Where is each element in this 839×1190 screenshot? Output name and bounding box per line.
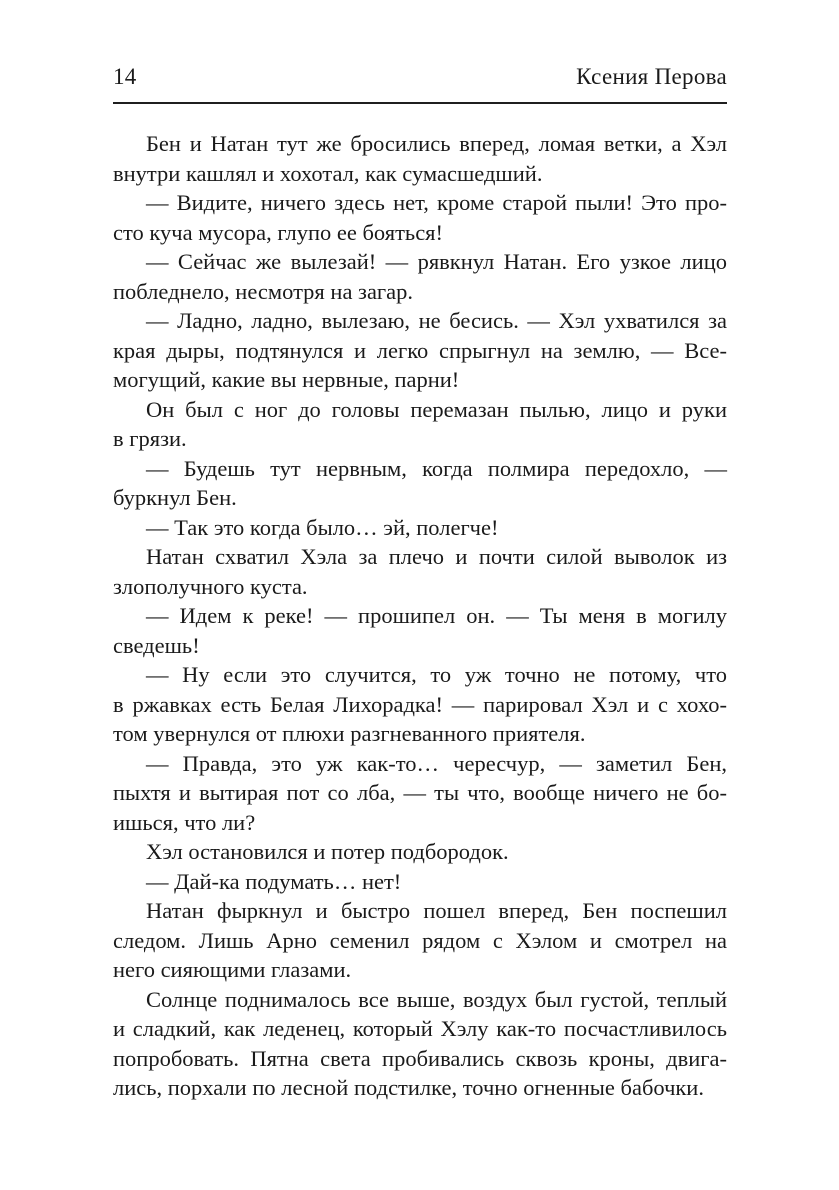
text-line: сто куча мусора, глупо ее бояться! <box>113 219 444 245</box>
text-line: — Идем к реке! — прошипел он. — Ты меня в могилу <box>146 603 727 628</box>
paragraph <box>113 985 727 1103</box>
text-line: и сладкий, как леденец, который Хэлу как-то посчастливилось <box>113 1016 727 1041</box>
text-line: — Сейчас же вылезай! — рявкнул Натан. Его узкое лицо <box>146 249 727 274</box>
text-line: — Будешь тут нервным, когда полмира передохло, — <box>146 455 727 481</box>
text-line: в ржавках есть Белая Лихорадка! — парировал Хэл и с хохо- <box>113 691 727 717</box>
paragraph <box>113 395 727 454</box>
body-text <box>113 129 727 1103</box>
text-line: Бен и Натан тут же бросились вперед, ломая ветки, а Хэл <box>146 131 727 156</box>
text-line: — Ну если это случится, то уж точно не потому, что <box>146 662 727 687</box>
text-line: него сияющими глазами. <box>113 957 352 982</box>
paragraph <box>113 454 727 513</box>
text-line: Хэл остановился и потер подбородок. <box>146 839 509 864</box>
paragraph <box>113 749 727 838</box>
text-line: могущий, какие вы нервные, парни! <box>113 367 460 392</box>
page-number: 14 <box>113 64 137 89</box>
paragraph <box>113 129 727 188</box>
paragraph <box>113 247 727 306</box>
text-line: пыхтя и вытирая пот со лба, — ты что, вообще ничего не бо- <box>113 780 727 805</box>
paragraph <box>113 513 727 543</box>
text-line: сведешь! <box>113 632 200 658</box>
text-line: злополучного куста. <box>113 573 308 599</box>
text-line: том увернулся от плюхи разгневанного приятеля. <box>113 721 586 746</box>
text-line: — Так это когда было… эй, полегче! <box>146 514 499 540</box>
text-line: — Правда, это уж как-то… чересчур, — заметил Бен, <box>146 750 727 776</box>
text-line: следом. Лишь Арно семенил рядом с Хэлом и смотрел на <box>113 927 727 953</box>
text-line: Солнце поднималось все выше, воздух был густой, теплый <box>146 986 727 1012</box>
page-header <box>113 64 727 90</box>
text-line: края дыры, подтянулся и легко спрыгнул на землю, — Все- <box>113 337 727 363</box>
paragraph <box>113 660 727 749</box>
text-line: лись, порхали по лесной подстилке, точно огненные бабочки. <box>113 1075 704 1100</box>
header-divider <box>113 102 727 104</box>
text-line: внутри кашлял и хохотал, как сумасшедший. <box>113 160 543 186</box>
paragraph <box>113 601 727 660</box>
paragraph <box>113 542 727 601</box>
paragraph <box>113 188 727 247</box>
text-line: побледнело, несмотря на загар. <box>113 278 414 304</box>
text-line: Натан фыркнул и быстро пошел вперед, Бен поспешил <box>146 898 727 923</box>
paragraph <box>113 896 727 985</box>
text-line: — Ладно, ладно, вылезаю, не бесись. — Хэл ухватился за <box>146 308 727 333</box>
text-line: — Видите, ничего здесь нет, кроме старой пыли! Это про- <box>146 190 727 215</box>
text-line: Он был с ног до головы перемазан пылью, лицо и руки <box>146 396 727 422</box>
paragraph <box>113 306 727 395</box>
paragraph <box>113 837 727 867</box>
running-title: Ксения Перова <box>576 64 727 89</box>
text-line: Натан схватил Хэла за плечо и почти силой выволок из <box>146 544 727 569</box>
text-line: в грязи. <box>113 426 187 451</box>
text-line: — Дай-ка подумать… нет! <box>146 868 402 894</box>
text-line: ишься, что ли? <box>113 809 256 835</box>
text-line: попробовать. Пятна света пробивались сквозь кроны, двига- <box>113 1045 727 1071</box>
text-line: буркнул Бен. <box>113 485 237 510</box>
paragraph <box>113 867 727 897</box>
